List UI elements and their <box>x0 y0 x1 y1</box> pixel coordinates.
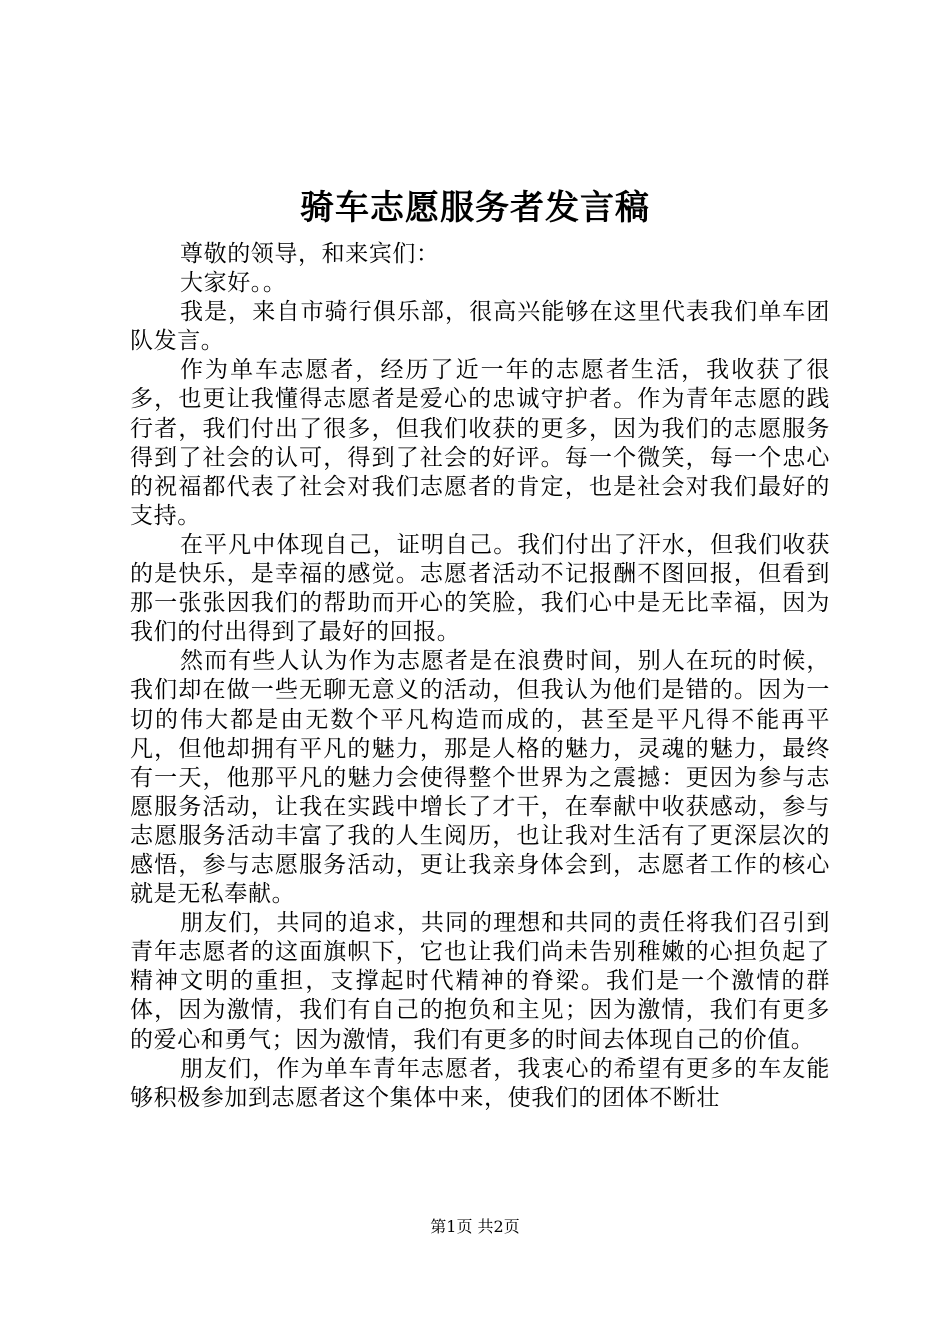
paragraph-meaning: 然而有些人认为作为志愿者是在浪费时间，别人在玩的时候，我们却在做一些无聊无意义的活动，但我认为他们是错的。因为一切的伟大都是由无数个平凡构造而成的，甚至是平凡得不能再平凡，但他却拥有平凡的魅力，那是人格的魅力，灵魂的魅力，最终有一天，他那平凡的魅力会使得整个世界为之震撼：更因为参与志愿服务活动，让我在实践中增长了才干，在奉献中收获感动，参与志愿服务活动丰富了我的人生阅历，也让我对生活有了更深层次的感悟，参与志愿服务活动，更让我亲身体会到，志愿者工作的核心就是无私奉献。 <box>130 648 830 908</box>
paragraph-hope: 朋友们，作为单车青年志愿者，我衷心的希望有更多的车友能够积极参加到志愿者这个集体中来，使我们的团体不断壮 <box>130 1055 830 1111</box>
paragraph-salutation: 尊敬的领导，和来宾们： <box>180 241 440 267</box>
paragraph-introduction: 我是，来自市骑行俱乐部，很高兴能够在这里代表我们单车团队发言。 <box>130 299 830 355</box>
paragraph-passion: 朋友们，共同的追求，共同的理想和共同的责任将我们召引到青年志愿者的这面旗帜下，它也让我们尚未告别稚嫩的心担负起了精神文明的重担，支撑起时代精神的脊梁。我们是一个激情的群体，因为激情，我们有自己的抱负和主见；因为激情，我们有更多的爱心和勇气；因为激情，我们有更多的时间去体现自己的价值。 <box>130 910 830 1053</box>
paragraph-greeting: 大家好。。 <box>180 270 287 297</box>
paragraph-ordinary: 在平凡中体现自己，证明自己。我们付出了汗水，但我们收获的是快乐，是幸福的感觉。志愿者活动不记报酬不图回报，但看到那一张张因我们的帮助而开心的笑脸，我们心中是无比幸福，因为我们的付出得到了最好的回报。 <box>130 531 830 646</box>
paragraph-experience: 作为单车志愿者，经历了近一年的志愿者生活，我收获了很多，也更让我懂得志愿者是爱心的忠诚守护者。作为青年志愿的践行者，我们付出了很多，但我们收获的更多，因为我们的志愿服务得到了社会的认可，得到了社会的好评。每一个微笑，每一个忠心的祝福都代表了社会对我们志愿者的肯定，也是社会对我们最好的支持。 <box>130 357 830 529</box>
document-body <box>130 240 830 1113</box>
page-number-footer: 第1页 共2页 <box>430 1217 520 1236</box>
document-title: 骑车志愿服务者发言稿 <box>300 188 650 228</box>
